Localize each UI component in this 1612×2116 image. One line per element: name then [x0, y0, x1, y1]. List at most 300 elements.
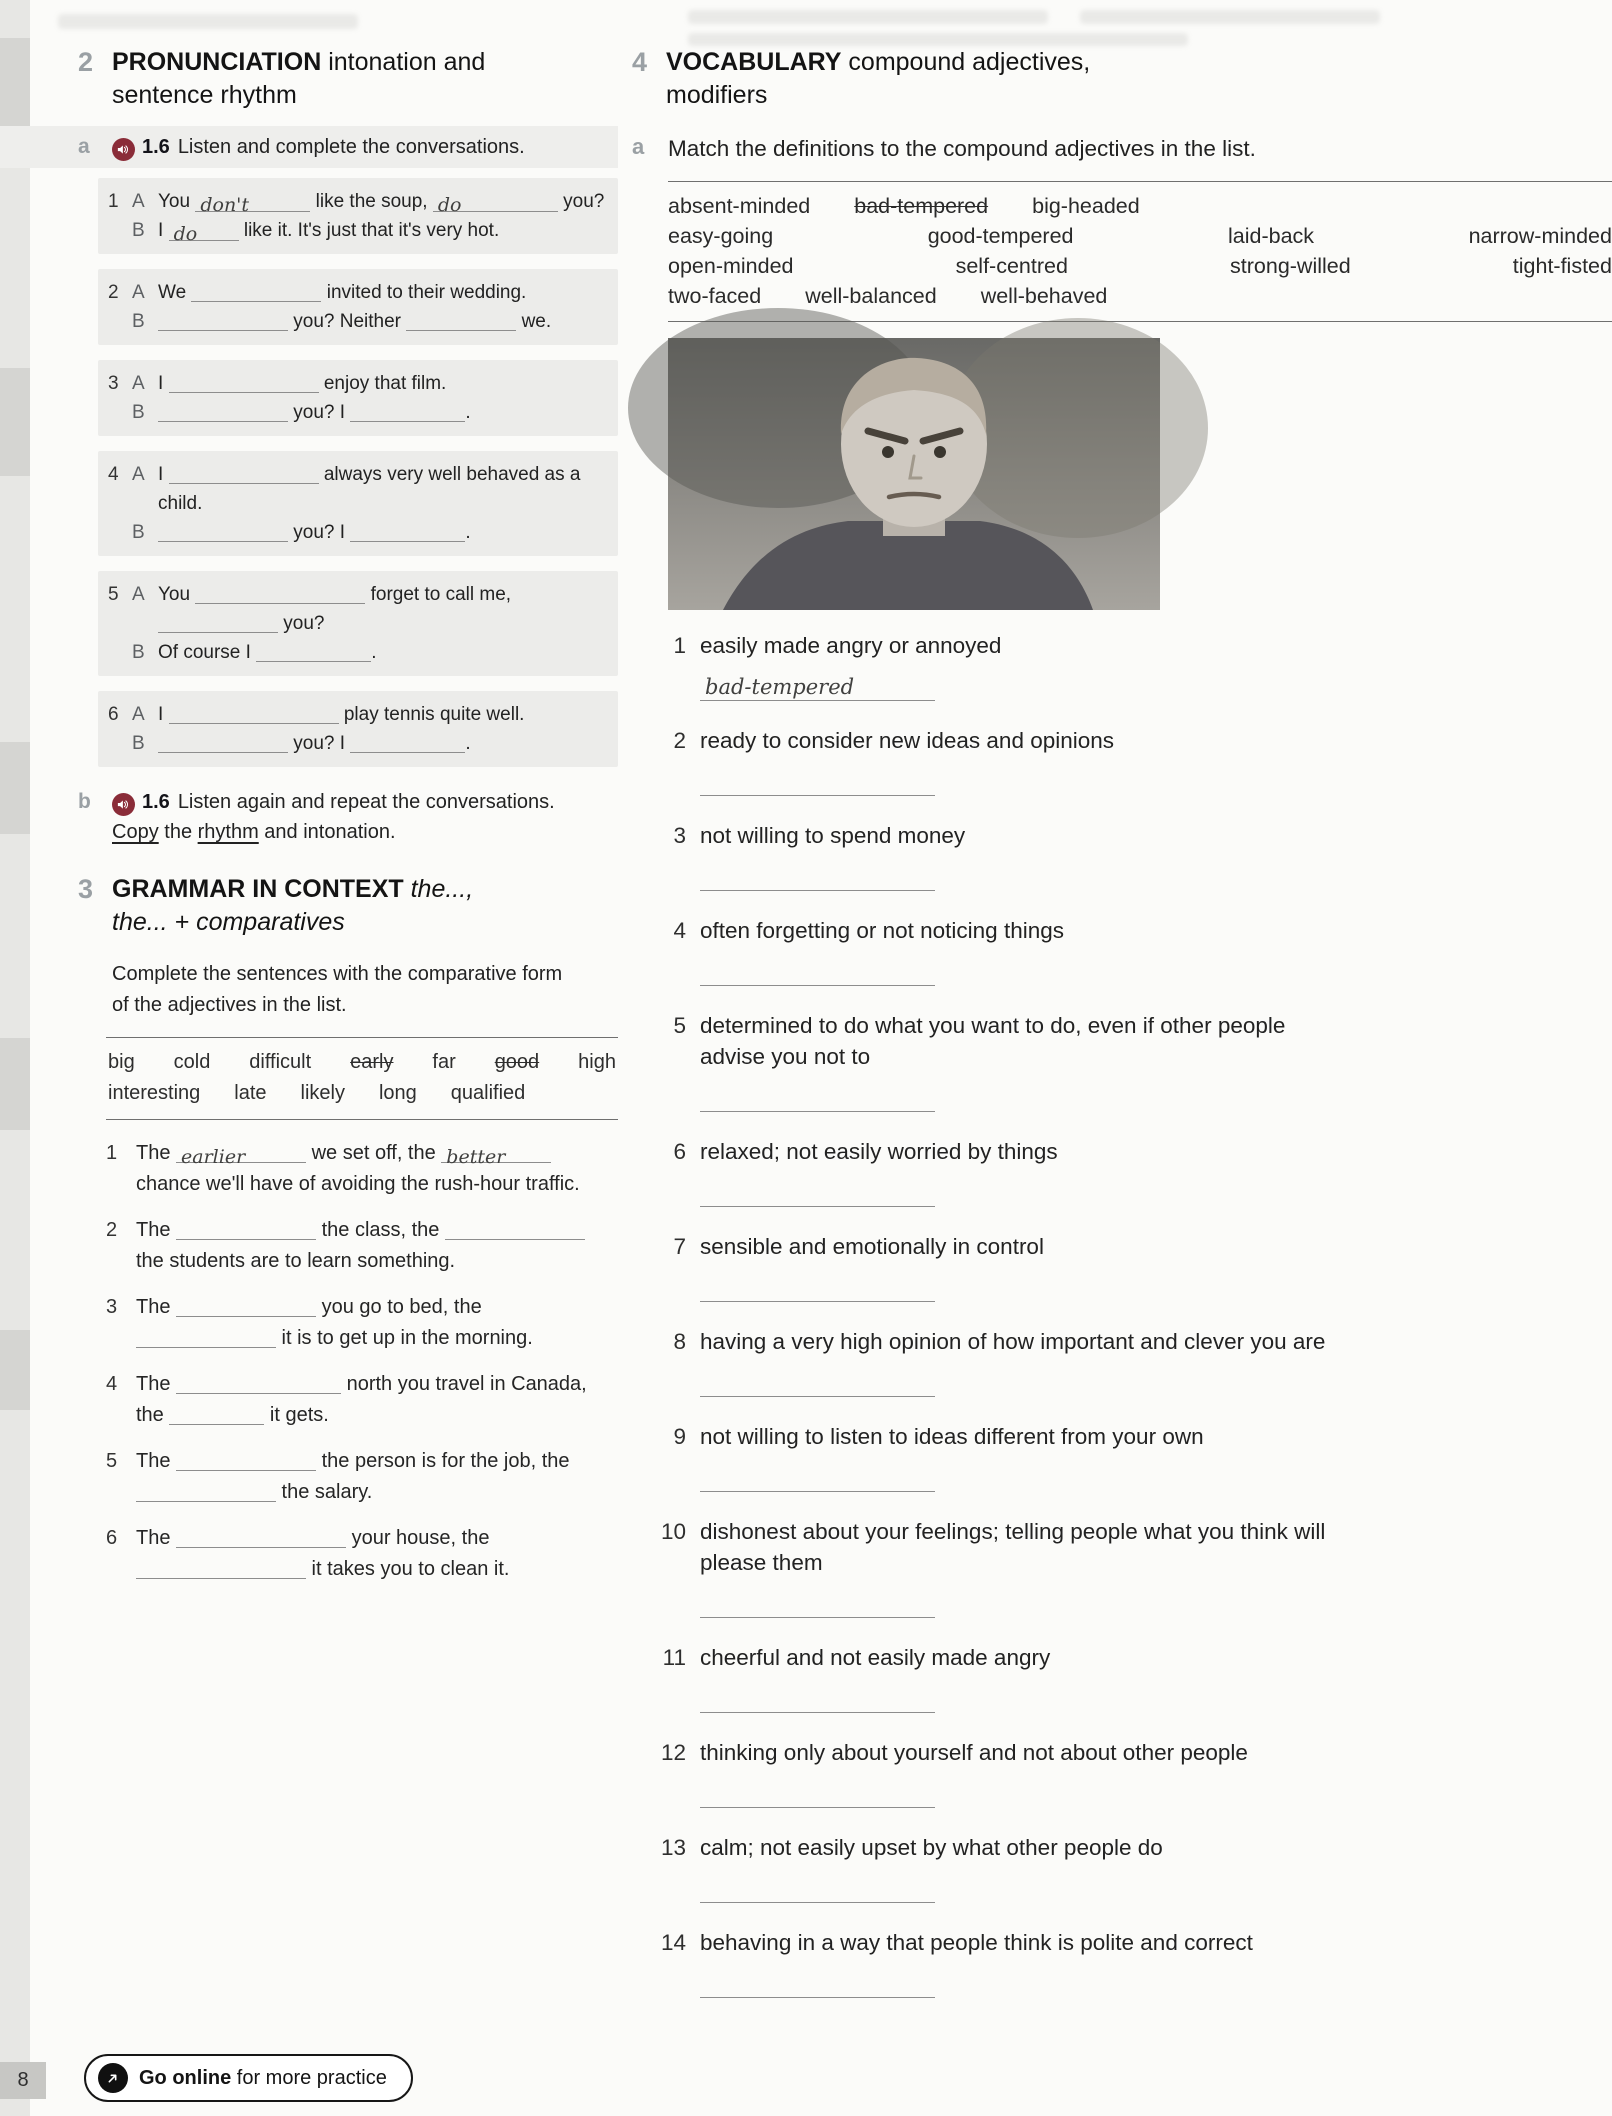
wordlist-row: [668, 281, 1612, 311]
section-4-header: [632, 46, 1612, 112]
item-number: 2: [106, 1219, 118, 1241]
wordlist-row: [668, 251, 1612, 281]
wordlist-word: laid-back: [1228, 224, 1315, 248]
dialogue-text: [158, 398, 608, 427]
definition-text: determined to do what you want to do, even if other people advise you not to: [700, 1013, 1286, 1069]
wordlist-word: difficult: [249, 1051, 312, 1073]
answer-line[interactable]: [700, 1968, 935, 1998]
adjective-wordlist: [106, 1037, 618, 1120]
dialogue-text: [158, 580, 608, 638]
item-number: 6: [106, 1527, 118, 1549]
text-segment: The: [136, 1219, 177, 1241]
text-segment: your house, the: [346, 1527, 490, 1549]
wordlist-word: big-headed: [1032, 194, 1140, 218]
definition-item: [658, 1642, 1538, 1713]
answer-line[interactable]: [700, 766, 935, 796]
wordlist-word: absent-minded: [668, 194, 811, 218]
answer-blank[interactable]: [441, 1142, 551, 1168]
wordlist-word: tight-fisted: [1512, 254, 1612, 278]
sentence-text: [136, 1138, 618, 1200]
wordlist-word: likely: [300, 1082, 345, 1104]
definition-item: [658, 915, 1538, 986]
speaker-label: B: [132, 522, 145, 543]
wordlist-word: interesting: [108, 1082, 201, 1104]
answer-line[interactable]: [700, 1367, 935, 1397]
definition-item: [658, 630, 1538, 701]
answer-blank[interactable]: [158, 612, 278, 633]
answer-blank[interactable]: [176, 1527, 346, 1548]
item-number: 7: [673, 1234, 686, 1259]
wordlist-word: strong-willed: [1230, 254, 1351, 278]
text-segment: it takes you to clean it.: [306, 1558, 510, 1580]
conversation-line: [108, 369, 608, 398]
instruction-line2: [112, 817, 618, 847]
dialogue-text: [158, 187, 608, 216]
conversation-line: [108, 398, 608, 427]
answer-line[interactable]: [700, 1462, 935, 1492]
speaker-label: B: [132, 733, 145, 754]
answer-blank[interactable]: [350, 732, 465, 753]
item-number: 4: [106, 1373, 118, 1395]
bleed-through-artifact: [688, 33, 1188, 46]
definition-item: [658, 1326, 1538, 1397]
text-segment: You: [158, 191, 196, 212]
answer-blank[interactable]: [136, 1327, 276, 1348]
definition-text: sensible and emotionally in control: [700, 1234, 1044, 1259]
bleed-through-artifact: [1080, 10, 1380, 24]
section-title-line1: [112, 46, 485, 79]
definition-item: [658, 1737, 1538, 1808]
section-number: 4: [632, 47, 648, 77]
answer-blank[interactable]: [158, 310, 288, 331]
text-segment: the class, the: [316, 1219, 445, 1241]
speaker-label: A: [132, 704, 145, 725]
go-online-button[interactable]: [84, 2054, 413, 2102]
definition-body: [700, 1421, 1538, 1492]
item-number: 9: [673, 1424, 686, 1449]
filled-answer: earlier: [181, 1146, 246, 1168]
conversation-line: [108, 278, 608, 307]
text-segment: .: [465, 733, 471, 754]
exercise-label: b: [78, 790, 91, 813]
definition-body: [700, 1136, 1538, 1207]
sentence-item: [106, 1215, 618, 1277]
conversation-item: [98, 691, 618, 767]
wordlist-row: [108, 1078, 616, 1109]
compound-adjective-wordlist: [668, 181, 1612, 322]
text-segment: You: [158, 584, 196, 605]
item-number: 8: [673, 1329, 686, 1354]
definition-body: [700, 1832, 1538, 1903]
conversation-item: [98, 360, 618, 436]
text-segment: always very well behaved as a child.: [158, 464, 581, 514]
exercise-2b-instruction: [112, 787, 618, 847]
text-segment: you?: [278, 613, 325, 634]
text-segment: north you travel in Canada, the: [136, 1373, 587, 1426]
section-title-rest: compound adjectives,: [841, 48, 1091, 76]
dialogue-text: [158, 278, 608, 307]
wordlist-word: two-faced: [668, 284, 762, 308]
text-segment: like the soup,: [310, 191, 433, 212]
answer-blank[interactable]: [433, 191, 558, 216]
definition-body: [700, 1231, 1538, 1302]
text-segment: The: [136, 1527, 177, 1549]
wordlist-word: open-minded: [668, 254, 794, 278]
instruction-text: Listen and complete the conversations.: [177, 136, 525, 158]
definition-text: not willing to listen to ideas different from your own: [700, 1424, 1204, 1449]
conversation-item: [98, 178, 618, 254]
item-number: 10: [660, 1519, 686, 1544]
audio-speaker-icon: [112, 138, 135, 161]
filled-answer: bad-tempered: [705, 675, 855, 699]
answer-line[interactable]: [700, 1683, 935, 1713]
right-column: [632, 46, 1612, 2022]
go-online-label: [139, 2067, 387, 2090]
item-number: [108, 307, 132, 336]
answer-blank[interactable]: [158, 401, 288, 422]
item-number: 11: [662, 1645, 686, 1670]
conversation-item: [98, 451, 618, 556]
definition-body: [700, 915, 1538, 986]
text-segment: it is to get up in the morning.: [276, 1327, 533, 1349]
dialogue-text: [158, 307, 608, 336]
definition-body: [700, 1737, 1538, 1808]
text-segment: you go to bed, the: [316, 1296, 482, 1318]
text-segment: and intonation.: [258, 821, 396, 843]
go-online-rest: for more practice: [231, 2066, 387, 2089]
item-number: 13: [660, 1835, 686, 1860]
definition-body: [700, 1642, 1538, 1713]
answer-line[interactable]: [700, 1588, 935, 1618]
section-title: [112, 46, 485, 112]
bleed-through-artifact: [0, 1038, 30, 1130]
answer-line[interactable]: [700, 671, 935, 701]
answer-blank[interactable]: [350, 401, 465, 422]
section-title-line2: modifiers: [666, 81, 768, 109]
bleed-through-artifact: [688, 10, 1048, 24]
item-number: 6: [673, 1139, 686, 1164]
definition-item: [658, 1832, 1538, 1903]
definition-body: [700, 1516, 1538, 1618]
answer-blank[interactable]: [169, 220, 239, 245]
definition-item: [658, 1421, 1538, 1492]
wordlist-word: long: [378, 1082, 417, 1104]
conversation-line: [108, 638, 608, 667]
text-segment: Of course I: [158, 642, 257, 663]
wordlist-word: narrow-minded: [1468, 224, 1612, 248]
section-number: 3: [78, 874, 94, 904]
filled-answer: better: [446, 1146, 506, 1168]
item-number: 3: [108, 373, 119, 394]
text-segment: forget to call me,: [365, 584, 512, 605]
text-segment: .: [465, 402, 471, 423]
section-title-italic: the...,: [403, 875, 474, 903]
exercise-3-instruction: Complete the sentences with the comparative form of the adjectives in the list.: [112, 963, 563, 1016]
definition-body: [700, 1927, 1538, 1998]
definition-text: dishonest about your feelings; telling people what you think will please them: [700, 1519, 1326, 1575]
audio-track-number: 1.6: [142, 791, 170, 813]
answer-blank[interactable]: [176, 1142, 306, 1168]
section-title-line2: the... + comparatives: [112, 908, 345, 936]
sentence-text: [136, 1292, 618, 1354]
answer-blank[interactable]: [158, 521, 288, 542]
definition-text: often forgetting or not noticing things: [700, 918, 1064, 943]
definition-body: [700, 1326, 1538, 1397]
wordlist-word: bad-tempered: [854, 194, 989, 218]
conversation-line: [108, 307, 608, 336]
item-number: 1: [108, 191, 119, 212]
text-segment: I: [158, 464, 169, 485]
text-segment: I: [158, 373, 169, 394]
answer-line[interactable]: [700, 956, 935, 986]
bleed-through-artifact: [0, 742, 30, 834]
answer-blank[interactable]: [176, 1373, 341, 1394]
item-number: 1: [673, 633, 686, 658]
conversation-line: [108, 580, 608, 638]
text-segment: chance we'll have of avoiding the rush-hour traffic.: [136, 1173, 580, 1195]
conversation-line: [108, 187, 608, 216]
answer-blank[interactable]: [445, 1219, 585, 1240]
item-number: [108, 518, 132, 547]
answer-blank[interactable]: [191, 281, 321, 302]
filled-answer: do: [173, 223, 198, 245]
audio-track-number: 1.6: [142, 136, 170, 158]
answer-blank[interactable]: [169, 1404, 264, 1425]
dialogue-text: [158, 216, 608, 245]
text-segment: we.: [516, 311, 552, 332]
text-segment: The: [136, 1450, 177, 1472]
conversation-line: [108, 518, 608, 547]
sentence-item: [106, 1446, 618, 1508]
dialogue-text: [158, 518, 608, 547]
text-segment: it gets.: [264, 1404, 329, 1426]
exercise-2a: [78, 132, 618, 162]
text-segment: The: [136, 1142, 177, 1164]
answer-line[interactable]: [700, 1082, 935, 1112]
answer-line[interactable]: [700, 861, 935, 891]
answer-line[interactable]: [700, 1778, 935, 1808]
text-segment: the person is for the job, the: [316, 1450, 570, 1472]
section-title-line1: [112, 873, 473, 906]
text-segment: I: [158, 220, 169, 241]
wordlist-word: well-balanced: [805, 284, 937, 308]
text-segment: invited to their wedding.: [321, 282, 527, 303]
answer-blank[interactable]: [169, 372, 319, 393]
item-number: 5: [673, 1013, 686, 1038]
item-number: 1: [106, 1142, 118, 1164]
item-number: [108, 729, 132, 758]
exercise-4a: [632, 132, 1612, 165]
definition-text: ready to consider new ideas and opinions: [700, 728, 1115, 753]
item-number: 3: [673, 823, 686, 848]
answer-blank[interactable]: [195, 191, 310, 216]
wordlist-word: late: [234, 1082, 267, 1104]
item-number: 5: [108, 584, 119, 605]
definition-body: [700, 630, 1538, 701]
answer-blank[interactable]: [406, 310, 516, 331]
wordlist-word: self-centred: [955, 254, 1068, 278]
answer-blank[interactable]: [136, 1481, 276, 1502]
item-number: 14: [660, 1930, 686, 1955]
definition-item: [658, 1010, 1538, 1112]
sentence-text: [136, 1369, 618, 1431]
definition-text: having a very high opinion of how important and clever you are: [700, 1329, 1326, 1354]
text-segment: you? I: [288, 733, 351, 754]
dialogue-text: [158, 700, 608, 729]
exercise-label: a: [632, 134, 645, 159]
filled-answer: do: [437, 194, 462, 216]
wordlist-row: [668, 191, 1612, 221]
answer-blank[interactable]: [158, 732, 288, 753]
definition-item: [658, 820, 1538, 891]
definition-text: relaxed; not easily worried by things: [700, 1139, 1058, 1164]
definition-text: calm; not easily upset by what other people do: [700, 1835, 1163, 1860]
exercise-label: a: [78, 135, 90, 158]
wordlist-word: high: [578, 1051, 616, 1073]
answer-blank[interactable]: [256, 641, 371, 662]
wordlist-word: well-behaved: [980, 284, 1108, 308]
item-number: [108, 398, 132, 427]
conversation-line: [108, 700, 608, 729]
item-number: 4: [108, 464, 119, 485]
wordlist-row: [108, 1047, 616, 1078]
section-title-bold: GRAMMAR IN CONTEXT: [112, 875, 404, 903]
instruction-text: Listen again and repeat the conversations.: [177, 791, 555, 813]
text-segment: you? Neither: [288, 311, 407, 332]
answer-blank[interactable]: [176, 1296, 316, 1317]
speaker-label: B: [132, 311, 145, 332]
text-segment: We: [158, 282, 192, 303]
left-column: [78, 46, 618, 1600]
section-title-line1: [666, 46, 1090, 79]
sentence-item: [106, 1292, 618, 1354]
conversation-line: [108, 729, 608, 758]
sentence-list: [106, 1138, 618, 1585]
item-number: 6: [108, 704, 119, 725]
speaker-label: A: [132, 191, 145, 212]
conversations-list: [98, 178, 618, 767]
audio-speaker-icon: [112, 793, 135, 816]
answer-line[interactable]: [700, 1272, 935, 1302]
section-2-header: [78, 46, 618, 112]
wordlist-word: big: [108, 1051, 135, 1073]
section-title-bold: PRONUNCIATION: [112, 48, 322, 76]
speaker-label: B: [132, 402, 145, 423]
section-title-rest: intonation and: [321, 48, 486, 76]
answer-blank[interactable]: [195, 583, 365, 604]
exercise-2b: [78, 787, 618, 847]
text-segment: .: [465, 522, 471, 543]
text-segment: The: [136, 1296, 177, 1318]
sentence-text: [136, 1215, 618, 1277]
definition-body: [700, 1010, 1538, 1112]
text-segment: the students are to learn something.: [136, 1250, 456, 1272]
item-number: 2: [673, 728, 686, 753]
text-segment: we set off, the: [306, 1142, 442, 1164]
wordlist-word: cold: [173, 1051, 211, 1073]
conversation-line: [108, 216, 608, 245]
conversation-line: [108, 460, 608, 518]
dialogue-text: [158, 460, 608, 518]
exercise-4a-instruction: Match the definitions to the compound adjectives in the list.: [668, 136, 1256, 161]
item-number: 2: [108, 282, 119, 303]
answer-line[interactable]: [700, 1873, 935, 1903]
speaker-label: A: [132, 464, 145, 485]
dialogue-text: [158, 729, 608, 758]
speaker-label: A: [132, 584, 145, 605]
go-online-bold: Go online: [139, 2066, 232, 2089]
definition-body: [700, 820, 1538, 891]
wordlist-word: early: [350, 1051, 394, 1073]
bleed-through-artifact: [58, 14, 358, 29]
definitions-list: [658, 630, 1538, 1998]
speaker-label: A: [132, 282, 145, 303]
definition-text: thinking only about yourself and not about other people: [700, 1740, 1248, 1765]
answer-blank[interactable]: [136, 1558, 306, 1579]
definition-item: [658, 1231, 1538, 1302]
sentence-text: [136, 1446, 618, 1508]
wordlist-word: qualified: [450, 1082, 526, 1104]
answer-blank[interactable]: [176, 1450, 316, 1471]
speaker-label: B: [132, 220, 145, 241]
text-segment: I: [158, 704, 169, 725]
bleed-through-artifact: [0, 368, 30, 476]
bleed-through-artifact: [0, 1330, 30, 1410]
wordlist-word: good: [494, 1051, 540, 1073]
text-segment: you? I: [288, 402, 351, 423]
conversation-item: [98, 269, 618, 345]
angry-boy-photo: [668, 338, 1160, 610]
dialogue-text: [158, 369, 608, 398]
answer-blank[interactable]: [176, 1219, 316, 1240]
section-title: [112, 873, 473, 939]
sentence-item: [106, 1369, 618, 1431]
answer-blank[interactable]: [169, 703, 339, 724]
sentence-text: [136, 1523, 618, 1585]
definition-text: not willing to spend money: [700, 823, 966, 848]
text-segment: rhythm: [197, 821, 259, 843]
section-title: [666, 46, 1090, 112]
wordlist-word: good-tempered: [927, 224, 1074, 248]
section-number: 2: [78, 47, 94, 77]
item-number: 3: [106, 1296, 118, 1318]
section-title-line2: sentence rhythm: [112, 81, 297, 109]
text-segment: you? I: [288, 522, 351, 543]
speaker-label: B: [132, 642, 145, 663]
definition-item: [658, 725, 1538, 796]
wordlist-row: [668, 221, 1612, 251]
answer-blank[interactable]: [169, 463, 319, 484]
text-segment: like it. It's just that it's very hot.: [238, 220, 500, 241]
answer-line[interactable]: [700, 1177, 935, 1207]
text-segment: you?: [557, 191, 605, 212]
definition-text: behaving in a way that people think is polite and correct: [700, 1930, 1253, 1955]
definition-body: [700, 725, 1538, 796]
definition-item: [658, 1927, 1538, 1998]
item-number: 12: [660, 1740, 686, 1765]
definition-item: [658, 1516, 1538, 1618]
item-number: 5: [106, 1450, 118, 1472]
section-title-bold: VOCABULARY: [666, 48, 842, 76]
sentence-item: [106, 1523, 618, 1585]
item-number: [108, 638, 132, 667]
text-segment: .: [371, 642, 377, 663]
text-segment: The: [136, 1373, 177, 1395]
instruction-line1: [112, 787, 618, 817]
go-online-arrow-icon: [98, 2063, 128, 2093]
text-segment: Copy: [112, 821, 159, 843]
answer-blank[interactable]: [350, 521, 465, 542]
